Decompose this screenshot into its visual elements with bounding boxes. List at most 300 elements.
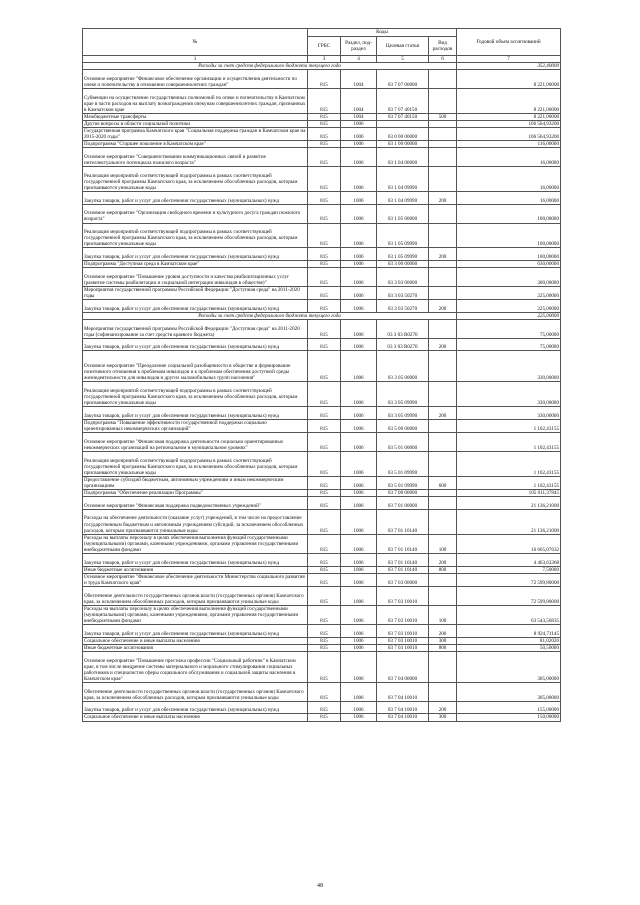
cell-name: Основное мероприятие "Организация свободного времени и культурного досуга граждан пожилого возраста" (83, 204, 308, 223)
cell-name: Реализация мероприятий соответствующей подпрограммы в рамках соответствующей государственной программы Камчатского края, за исключением обособленных расходов, которым присваиваются уникальные коды (83, 382, 308, 407)
cell-section: 1006 (341, 204, 377, 223)
cell-article: 03 5 01 09990 (377, 476, 429, 489)
cell-section: 1006 (341, 637, 377, 644)
cell-volume: 1 102,43155 (457, 452, 561, 477)
cell-grbs: 815 (308, 554, 341, 567)
cell-volume: 630,00000 (457, 261, 561, 268)
cell-volume: 300,00000 (457, 268, 561, 287)
cell-section: 1006 (341, 128, 377, 141)
cell-exptype: 100 (429, 605, 457, 624)
cell-exptype (429, 682, 457, 701)
cell-volume: 330,00000 (457, 407, 561, 420)
cell-exptype (429, 261, 457, 268)
cell-exptype (429, 651, 457, 682)
cell-name: Субвенции на осуществление государственных полномочий по опеке и попечительству в Камчатском крае в части расходов на выплату вознаграждения опекунам совершеннолетних граждан, признанных в Камчатском крае (83, 88, 308, 113)
table-row (83, 300, 561, 313)
cell-section: 1006 (341, 120, 377, 127)
cell-article: 03 7 03 00000 (377, 573, 429, 586)
cell-grbs: 815 (308, 714, 341, 721)
table-row (83, 407, 561, 420)
cell-article: 03 7 04 00000 (377, 651, 429, 682)
cell-grbs: 815 (308, 509, 341, 534)
cell-exptype (429, 497, 457, 510)
cell-article: 03 1 05 09990 (377, 223, 429, 248)
table-row (83, 70, 561, 89)
table-row (83, 204, 561, 223)
cell-name: Основное мероприятие "Повышение уровня доступности и качества реабилитационных услуг (развитие системы реабилитации и социальной интеграции инвалидов в обществе)" (83, 268, 308, 287)
header-exptype: Вид расходов (429, 37, 457, 56)
colnum-6: 6 (429, 56, 457, 63)
table-row (83, 554, 561, 567)
cell-name: Другие вопросы в области социальной политики (83, 120, 308, 127)
cell-grbs: 815 (308, 701, 341, 714)
cell-section: 1006 (341, 248, 377, 261)
cell-volume: 1 102,43155 (457, 476, 561, 489)
cell-article: 03 5 00 00000 (377, 420, 429, 433)
cell-grbs: 815 (308, 223, 341, 248)
cell-exptype: 800 (429, 644, 457, 651)
cell-volume: 155,00000 (457, 701, 561, 714)
cell-grbs: 815 (308, 497, 341, 510)
cell-name: Основное мероприятие "Финансовая поддержка подведомственных учреждений" (83, 497, 308, 510)
table-section-row (83, 312, 561, 319)
cell-section: 1006 (341, 433, 377, 452)
section-caption: Расходы за счет средств федерального бюджета текущего года (83, 63, 457, 70)
cell-exptype: 600 (429, 476, 457, 489)
cell-grbs: 815 (308, 148, 341, 167)
header-num: № (83, 29, 308, 56)
cell-grbs: 815 (308, 587, 341, 606)
cell-section: 1004 (341, 113, 377, 120)
table-row (83, 573, 561, 586)
cell-article: 03 3 05 09990 (377, 407, 429, 420)
cell-volume: 8 221,00000 (457, 88, 561, 113)
table-row (83, 148, 561, 167)
cell-name: Основное мероприятие "Финансовое обеспечение деятельности Министерства социального развития и труда Камчатского края" (83, 573, 308, 586)
table-row (83, 490, 561, 497)
cell-exptype (429, 433, 457, 452)
cell-section: 1006 (341, 319, 377, 338)
cell-section: 1006 (341, 605, 377, 624)
cell-article: 03 7 01 10140 (377, 509, 429, 534)
cell-grbs: 815 (308, 268, 341, 287)
cell-grbs: 815 (308, 534, 341, 553)
table-body (83, 63, 561, 721)
cell-article (377, 120, 429, 127)
cell-grbs: 815 (308, 319, 341, 338)
cell-section: 1006 (341, 682, 377, 701)
section-caption: Расходы за счет средств федерального бюджета текущего года (83, 312, 457, 319)
cell-grbs: 815 (308, 167, 341, 192)
table-row (83, 351, 561, 382)
cell-exptype (429, 452, 457, 477)
cell-volume: 100,00000 (457, 223, 561, 248)
cell-article: 03 7 00 00000 (377, 490, 429, 497)
table-row (83, 141, 561, 148)
colnum-7: 7 (457, 56, 561, 63)
cell-volume: 225,00000 (457, 312, 561, 319)
cell-article: 03 3 03 00000 (377, 268, 429, 287)
cell-article: 03 3 03 50270 (377, 300, 429, 313)
cell-article: 03 1 04 09990 (377, 167, 429, 192)
cell-volume: 330,00000 (457, 351, 561, 382)
cell-exptype: 500 (429, 113, 457, 120)
cell-grbs: 815 (308, 338, 341, 351)
cell-section: 1006 (341, 351, 377, 382)
cell-name: Расходы на выплаты персоналу в целях обеспечения выполнения функций государственными (муниципальными) органами, казенными учреждениями, органами управления государственными внебюджетными фондами (83, 534, 308, 553)
table-row (83, 420, 561, 433)
table-row (83, 268, 561, 287)
colnum-5: 5 (377, 56, 429, 63)
cell-article: 03 3 03 R0270 (377, 338, 429, 351)
cell-name: Мероприятия государственной программы Российской Федерации "Доступная среда" на 2011-2020 годы (софинансирование за счет средств краевого бюджета) (83, 319, 308, 338)
cell-exptype: 300 (429, 637, 457, 644)
cell-section: 1006 (341, 407, 377, 420)
cell-volume: 330,00000 (457, 382, 561, 407)
cell-volume: 75,00000 (457, 319, 561, 338)
cell-article: 03 7 03 10010 (377, 605, 429, 624)
cell-section: 1006 (341, 286, 377, 299)
colnum-4: 4 (341, 56, 377, 63)
cell-name: Обеспечение деятельности государственных органов власти (государственных органов) Камчатского края, за исключением обособленных расходов, которым присваиваются уникальные коды (83, 587, 308, 606)
cell-grbs: 815 (308, 433, 341, 452)
cell-section: 1006 (341, 338, 377, 351)
cell-grbs: 815 (308, 248, 341, 261)
page-number: 48 (317, 883, 323, 889)
cell-section: 1006 (341, 420, 377, 433)
cell-volume: 8 924,71145 (457, 625, 561, 638)
cell-section: 1004 (341, 88, 377, 113)
cell-section: 1006 (341, 300, 377, 313)
cell-exptype (429, 148, 457, 167)
cell-volume: 72 599,80000 (457, 587, 561, 606)
table-row (83, 651, 561, 682)
cell-article: 03 3 03 R0270 (377, 319, 429, 338)
cell-name: Закупка товаров, работ и услуг для обеспечения государственных (муниципальных) нужд (83, 248, 308, 261)
cell-grbs: 815 (308, 573, 341, 586)
cell-exptype: 200 (429, 407, 457, 420)
cell-volume: 352,40000 (457, 63, 561, 70)
cell-section: 1006 (341, 714, 377, 721)
table-row (83, 701, 561, 714)
cell-exptype (429, 509, 457, 534)
cell-article: 03 1 04 09990 (377, 192, 429, 205)
cell-section: 1006 (341, 261, 377, 268)
cell-exptype (429, 351, 457, 382)
cell-article: 03 3 03 50270 (377, 286, 429, 299)
cell-article: 03 7 07 40150 (377, 88, 429, 113)
cell-exptype (429, 167, 457, 192)
cell-name: Предоставление субсидий бюджетным, автономным учреждениям и иным некоммерческим организациям (83, 476, 308, 489)
cell-grbs: 815 (308, 566, 341, 573)
cell-name: Основное мероприятие "Повышение престижа профессии "Социальный работник" в Камчатском крае, в том числе внедрение системы материального и морального стимулирования социальных работников и специалистов сферы социального обслуживания и социальной защиты населения в Камчатском крае" (83, 651, 308, 682)
cell-article: 03 7 07 40150 (377, 113, 429, 120)
cell-exptype (429, 573, 457, 586)
cell-volume: 8 221,00000 (457, 113, 561, 120)
cell-volume: 150,00000 (457, 714, 561, 721)
cell-name: Закупка товаров, работ и услуг для обеспечения государственных (муниципальных) нужд (83, 192, 308, 205)
cell-volume: 63 543,56835 (457, 605, 561, 624)
table-row (83, 433, 561, 452)
cell-article: 03 7 04 10010 (377, 701, 429, 714)
table-row (83, 476, 561, 489)
table-row (83, 605, 561, 624)
cell-section: 1006 (341, 566, 377, 573)
cell-section: 1006 (341, 192, 377, 205)
cell-name: Обеспечение деятельности государственных органов власти (государственных органов) Камчатского края, за исключением обособленных расходов, которым присваиваются уникальные коды (83, 682, 308, 701)
cell-name: Основное мероприятие "Финансовое обеспечение организации и осуществления деятельности по опеке и попечительству в отношении совершеннолетних граждан" (83, 70, 308, 89)
header-article: Целевая статья (377, 37, 429, 56)
cell-section: 1006 (341, 534, 377, 553)
cell-volume: 50,50000 (457, 644, 561, 651)
cell-name: Государственная программа Камчатского края "Социальная поддержка граждан в Камчатском крае на 2015-2020 годы" (83, 128, 308, 141)
cell-exptype (429, 204, 457, 223)
cell-article: 03 7 03 10010 (377, 587, 429, 606)
cell-grbs: 815 (308, 128, 341, 141)
table-row (83, 566, 561, 573)
table-row (83, 452, 561, 477)
cell-grbs: 815 (308, 476, 341, 489)
cell-grbs: 815 (308, 70, 341, 89)
cell-section: 1006 (341, 573, 377, 586)
cell-section: 1006 (341, 554, 377, 567)
colnum-1: 1 (83, 56, 308, 63)
cell-name: Реализация мероприятий соответствующей подпрограммы в рамках соответствующей государственной программы Камчатского края, за исключением обособленных расходов, которым присваиваются уникальные коды (83, 452, 308, 477)
cell-exptype (429, 88, 457, 113)
cell-name: Социальное обеспечение и иные выплаты населению (83, 637, 308, 644)
cell-name: Межбюджетные трансферты (83, 113, 308, 120)
cell-grbs: 815 (308, 192, 341, 205)
header-codes: Коды (308, 29, 457, 37)
cell-exptype: 200 (429, 701, 457, 714)
cell-name: Социальное обеспечение и иные выплаты населению (83, 714, 308, 721)
cell-article: 03 7 01 10140 (377, 554, 429, 567)
cell-section: 1006 (341, 625, 377, 638)
cell-name: Иные бюджетные ассигнования (83, 644, 308, 651)
cell-volume: 105 011,37845 (457, 490, 561, 497)
cell-article: 03 3 00 00000 (377, 261, 429, 268)
cell-article: 03 1 04 00000 (377, 148, 429, 167)
cell-name: Основное мероприятие "Финансовая поддержка деятельности социально ориентированных некоммерческих организаций на региональном и муниципальном уровнях" (83, 433, 308, 452)
cell-volume: 305,00000 (457, 651, 561, 682)
cell-article: 03 7 03 10010 (377, 644, 429, 651)
cell-section: 1006 (341, 476, 377, 489)
cell-name: Подпрограмма "Повышение эффективности государственной поддержки социально ориентированных некоммерческих организаций" (83, 420, 308, 433)
cell-volume: 21 136,21000 (457, 497, 561, 510)
cell-grbs: 815 (308, 682, 341, 701)
cell-section: 1006 (341, 644, 377, 651)
cell-article: 03 7 03 10010 (377, 625, 429, 638)
cell-name: Иные бюджетные ассигнования (83, 566, 308, 573)
table-row (83, 286, 561, 299)
cell-name: Расходы на выплаты персоналу в целях обеспечения выполнения функций государственными (муниципальными) органами, казенными учреждениями, органами управления государственными внебюджетными фондами (83, 605, 308, 624)
table-row (83, 223, 561, 248)
cell-section: 1006 (341, 148, 377, 167)
cell-article: 03 7 04 10010 (377, 714, 429, 721)
cell-exptype (429, 319, 457, 338)
cell-section: 1004 (341, 70, 377, 89)
budget-table-sheet (82, 28, 560, 722)
cell-article: 03 0 00 00000 (377, 128, 429, 141)
cell-name: Закупка товаров, работ и услуг для обеспечения государственных (муниципальных) нужд (83, 407, 308, 420)
cell-article: 03 5 01 09990 (377, 452, 429, 477)
cell-section: 1006 (341, 587, 377, 606)
cell-grbs: 815 (308, 286, 341, 299)
cell-exptype (429, 490, 457, 497)
cell-exptype (429, 70, 457, 89)
cell-exptype (429, 587, 457, 606)
cell-volume: 100,00000 (457, 204, 561, 223)
table-row (83, 261, 561, 268)
cell-grbs: 815 (308, 637, 341, 644)
cell-exptype: 200 (429, 338, 457, 351)
table-row (83, 192, 561, 205)
cell-exptype (429, 120, 457, 127)
table-row (83, 509, 561, 534)
cell-grbs: 815 (308, 382, 341, 407)
cell-volume: 16,00000 (457, 192, 561, 205)
cell-exptype (429, 382, 457, 407)
cell-name: Закупка товаров, работ и услуг для обеспечения государственных (муниципальных) нужд (83, 701, 308, 714)
cell-volume: 106 564,93200 (457, 120, 561, 127)
cell-grbs: 815 (308, 407, 341, 420)
cell-volume: 1 102,43155 (457, 420, 561, 433)
cell-exptype (429, 420, 457, 433)
cell-article: 03 5 01 00000 (377, 433, 429, 452)
table-row (83, 625, 561, 638)
cell-section: 1006 (341, 268, 377, 287)
table-row (83, 714, 561, 721)
cell-grbs: 815 (308, 120, 341, 127)
cell-exptype: 200 (429, 625, 457, 638)
cell-grbs: 815 (308, 113, 341, 120)
cell-name: Закупка товаров, работ и услуг для обеспечения государственных (муниципальных) нужд (83, 338, 308, 351)
budget-table (82, 28, 561, 722)
table-row (83, 382, 561, 407)
cell-grbs: 815 (308, 88, 341, 113)
cell-name: Реализация мероприятий соответствующей подпрограммы в рамках соответствующей государственной программы Камчатского края, за исключением обособленных расходов, которым присваиваются уникальные коды (83, 167, 308, 192)
cell-exptype: 100 (429, 534, 457, 553)
table-row (83, 497, 561, 510)
table-row (83, 88, 561, 113)
cell-exptype (429, 128, 457, 141)
cell-section: 1006 (341, 382, 377, 407)
table-row (83, 644, 561, 651)
cell-article: 03 3 05 09990 (377, 382, 429, 407)
cell-section: 1006 (341, 490, 377, 497)
table-row (83, 128, 561, 141)
cell-exptype (429, 286, 457, 299)
cell-section: 1006 (341, 452, 377, 477)
cell-volume: 75,00000 (457, 338, 561, 351)
cell-grbs: 815 (308, 351, 341, 382)
cell-volume: 1 102,43155 (457, 433, 561, 452)
cell-name: Подпрограмма "Доступная среда в Камчатском крае" (83, 261, 308, 268)
cell-volume: 16,00000 (457, 167, 561, 192)
cell-section: 1006 (341, 701, 377, 714)
cell-volume: 16,00000 (457, 148, 561, 167)
cell-article: 03 7 01 00000 (377, 497, 429, 510)
cell-section: 1006 (341, 509, 377, 534)
table-section-row (83, 63, 561, 70)
table-row (83, 587, 561, 606)
cell-volume: 81,02020 (457, 637, 561, 644)
cell-volume: 100,00000 (457, 248, 561, 261)
cell-name: Реализация мероприятий соответствующей подпрограммы в рамках соответствующей государственной программы Камчатского края, за исключением обособленных расходов, которым присваиваются уникальные коды (83, 223, 308, 248)
cell-article: 03 7 01 10140 (377, 566, 429, 573)
table-row (83, 534, 561, 553)
header-section: Раздел, под-раздел (341, 37, 377, 56)
table-header (83, 29, 561, 63)
cell-name: Подпрограмма "Обеспечение реализации Программы" (83, 490, 308, 497)
cell-exptype (429, 268, 457, 287)
cell-name: Основное мероприятие "Преодоление социальной разобщенности в обществе и формирование позитивного отношения к проблемам инвалидов и к проблемам обеспечения доступной среды жизнедеятельности для инвалидов и других маломобильных групп населения" (83, 351, 308, 382)
cell-article: 03 7 01 10140 (377, 534, 429, 553)
table-row (83, 637, 561, 644)
cell-exptype: 200 (429, 248, 457, 261)
header-volume: Годовой объем ассигнований (457, 29, 561, 56)
cell-name: Подпрограмма "Старшее поколение в Камчатском крае" (83, 141, 308, 148)
colnum-3: 3 (308, 56, 341, 63)
table-row (83, 167, 561, 192)
cell-article: 03 7 04 10010 (377, 682, 429, 701)
table-row (83, 120, 561, 127)
cell-grbs: 815 (308, 625, 341, 638)
cell-section: 1006 (341, 497, 377, 510)
cell-article: 03 7 07 00000 (377, 70, 429, 89)
cell-section: 1006 (341, 223, 377, 248)
cell-grbs: 815 (308, 452, 341, 477)
cell-grbs: 815 (308, 490, 341, 497)
table-row (83, 113, 561, 120)
cell-name: Закупка товаров, работ и услуг для обеспечения государственных (муниципальных) нужд (83, 554, 308, 567)
cell-volume: 225,00000 (457, 286, 561, 299)
cell-article: 03 7 03 10010 (377, 637, 429, 644)
cell-name: Мероприятия государственной программы Российской Федерации "Доступная среда" на 2011-2020 годы (83, 286, 308, 299)
cell-exptype: 800 (429, 566, 457, 573)
cell-exptype: 200 (429, 554, 457, 567)
cell-name: Закупка товаров, работ и услуг для обеспечения государственных (муниципальных) нужд (83, 300, 308, 313)
cell-volume: 7,50000 (457, 566, 561, 573)
table-row (83, 248, 561, 261)
header-grbs: ГРБС (308, 37, 341, 56)
table-row (83, 338, 561, 351)
cell-article: 03 1 00 00000 (377, 141, 429, 148)
cell-volume: 21 136,21000 (457, 509, 561, 534)
cell-volume: 305,00000 (457, 682, 561, 701)
cell-exptype: 300 (429, 714, 457, 721)
cell-exptype (429, 141, 457, 148)
cell-name: Закупка товаров, работ и услуг для обеспечения государственных (муниципальных) нужд (83, 625, 308, 638)
cell-grbs: 815 (308, 204, 341, 223)
cell-article: 03 1 05 00000 (377, 204, 429, 223)
cell-volume: 4 463,63368 (457, 554, 561, 567)
table-row (83, 319, 561, 338)
cell-volume: 116,00000 (457, 141, 561, 148)
cell-grbs: 815 (308, 420, 341, 433)
cell-name: Основное мероприятие "Совершенствование коммуникационных связей и развитие интеллектуального потенциала пожилого возраста" (83, 148, 308, 167)
cell-volume: 16 665,07632 (457, 534, 561, 553)
cell-grbs: 815 (308, 644, 341, 651)
cell-grbs: 815 (308, 141, 341, 148)
cell-article: 03 3 05 00000 (377, 351, 429, 382)
cell-section: 1006 (341, 141, 377, 148)
cell-exptype: 200 (429, 192, 457, 205)
cell-grbs: 815 (308, 605, 341, 624)
cell-exptype: 200 (429, 300, 457, 313)
cell-grbs: 815 (308, 651, 341, 682)
cell-grbs: 815 (308, 300, 341, 313)
